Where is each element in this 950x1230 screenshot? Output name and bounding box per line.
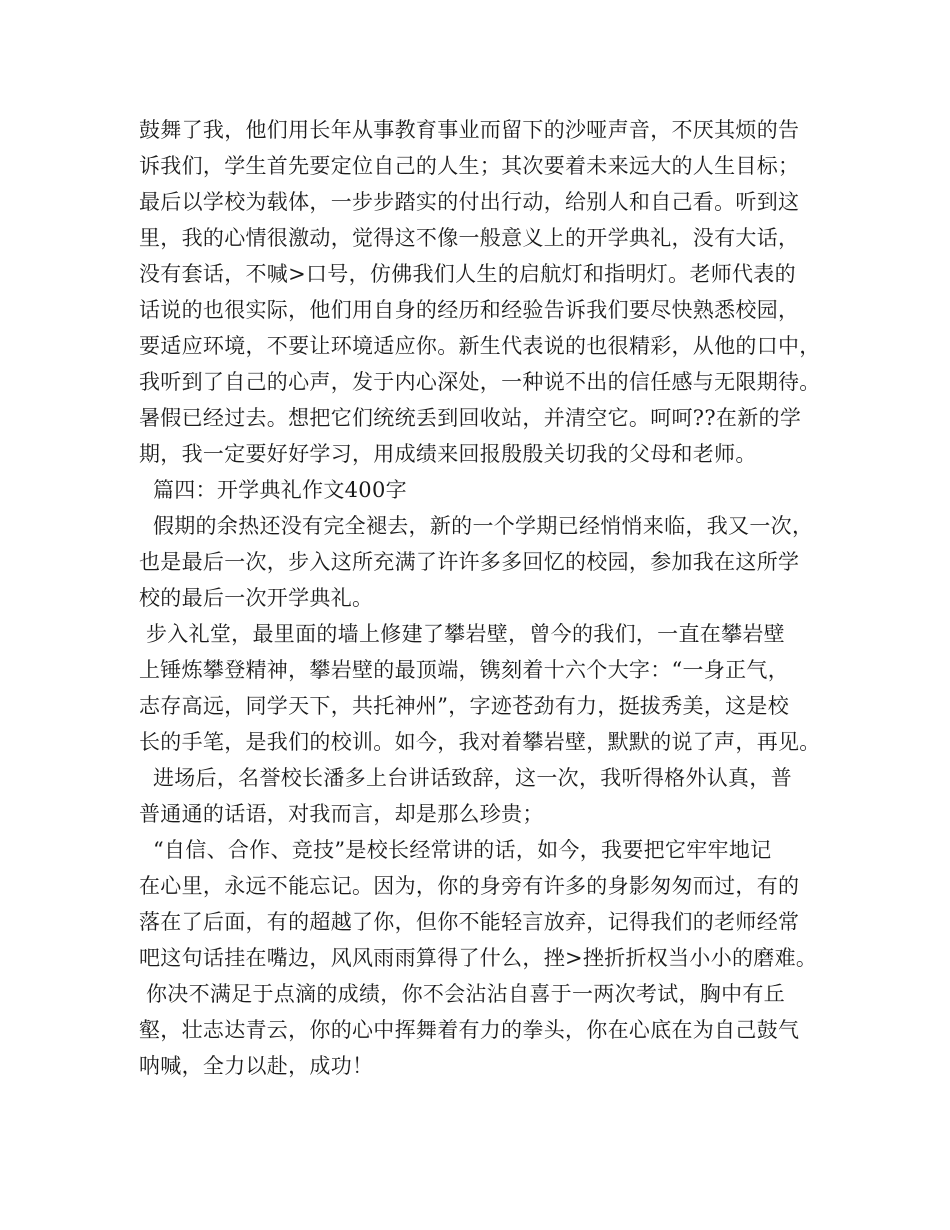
- text-line: 普通通的话语，对我而言，却是那么珍贵；: [139, 802, 544, 826]
- text-line: 长的手笔，是我们的校训。如今，我对着攀岩壁，默默的说了声，再见。: [139, 730, 821, 754]
- section-heading: 篇四：开学典礼作文400字: [139, 478, 407, 502]
- text-line: 也是最后一次，步入这所充满了许许多多回忆的校园，参加我在这所学: [139, 550, 800, 574]
- text-line: 壑，壮志达青云，你的心中挥舞着有力的拳头，你在心底在为自己鼓气: [139, 1018, 800, 1042]
- text-line: 你决不满足于点滴的成绩，你不会沾沾自喜于一两次考试，胸中有丘: [139, 982, 785, 1006]
- text-line: 志存高远，同学天下，共托神州”，字迹苍劲有力，挺拔秀美，这是校: [139, 694, 790, 718]
- text-line: 校的最后一次开学典礼。: [139, 586, 374, 610]
- text-line: 步入礼堂，最里面的墙上修建了攀岩壁，曾今的我们，一直在攀岩壁: [139, 622, 785, 646]
- text-line: “自信、合作、竞技”是校长经常讲的话，如今，我要把它牢牢地记: [139, 838, 772, 862]
- text-line: 暑假已经过去。想把它们统统丢到回收站，并清空它。呵呵??在新的学: [139, 406, 802, 430]
- text-line: 要适应环境，不要让环境适应你。新生代表说的也很精彩，从他的口中，: [139, 334, 821, 358]
- text-line: 没有套话，不喊>口号，仿佛我们人生的启航灯和指明灯。老师代表的: [139, 262, 796, 286]
- text-line: 我听到了自己的心声，发于内心深处，一种说不出的信任感与无限期待。: [139, 370, 821, 394]
- text-line: 里，我的心情很激动，觉得这不像一般意义上的开学典礼，没有大话，: [139, 226, 800, 250]
- text-line: 落在了后面，有的超越了你，但你不能轻言放弃，记得我们的老师经常: [139, 910, 800, 934]
- text-line: 诉我们，学生首先要定位自己的人生；其次要着未来远大的人生目标；: [139, 154, 800, 178]
- text-line: 鼓舞了我，他们用长年从事教育事业而留下的沙哑声音，不厌其烦的告: [139, 118, 800, 142]
- text-line: 吧这句话挂在嘴边，风风雨雨算得了什么，挫>挫折折权当小小的磨难。: [139, 946, 818, 970]
- text-line: 在心里，永远不能忘记。因为，你的身旁有许多的身影匆匆而过，有的: [139, 874, 800, 898]
- text-line: 进场后，名誉校长潘多上台讲话致辞，这一次，我听得格外认真，普: [139, 766, 792, 790]
- text-line: 上锤炼攀登精神，攀岩壁的最顶端，镌刻着十六个大字：“一身正气，: [139, 658, 790, 682]
- text-line: 呐喊，全力以赴，成功！: [139, 1054, 374, 1078]
- text-line: 最后以学校为载体，一步步踏实的付出行动，给别人和自己看。听到这: [139, 190, 800, 214]
- text-line: 假期的余热还没有完全褪去，新的一个学期已经悄悄来临，我又一次，: [139, 514, 814, 538]
- text-line: 话说的也很实际，他们用自身的经历和经验告诉我们要尽快熟悉校园，: [139, 298, 800, 322]
- text-line: 期，我一定要好好学习，用成绩来回报殷殷关切我的父母和老师。: [139, 442, 757, 466]
